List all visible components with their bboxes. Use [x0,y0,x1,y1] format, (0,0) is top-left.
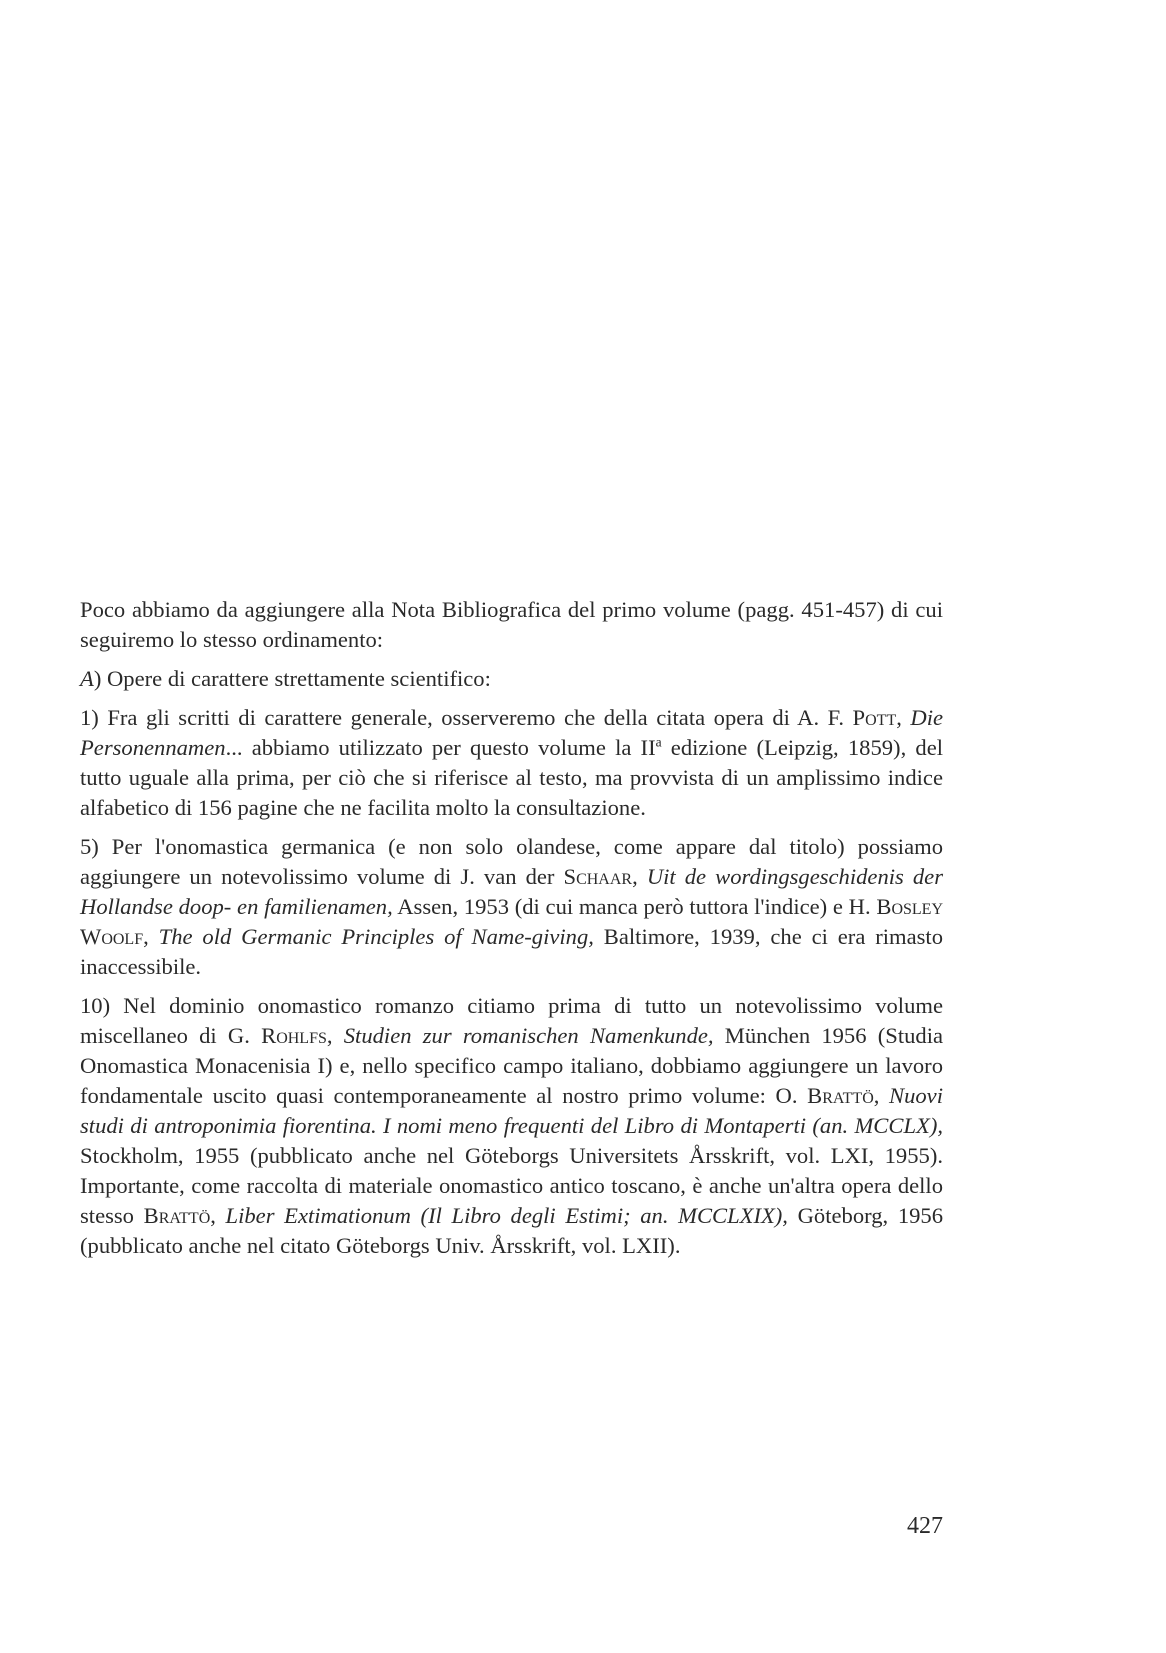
paragraph-section-a [80,664,943,694]
paragraph-item-5 [80,832,943,982]
text-run: ) Opere di carattere strettamente scientifico: [93,666,491,691]
paragraph-intro [80,595,943,655]
author-name: Rohlfs [261,1023,327,1048]
text-run: Baltimore, 1939, che ci era rimasto inaccessibile. [80,924,944,979]
italic-title: Die Personennamen [80,705,943,760]
italic-title: Liber Extimationum (Il Libro degli Estimi; an. MCCLXIX), [225,1203,788,1228]
text-run: Assen, 1953 (di cui manca però tuttora l'indice) e H. [392,894,877,919]
text-run: 10) Nel dominio onomastico romanzo citiamo prima di tutto un notevolissimo volume miscellaneo di G. [80,993,943,1048]
page-number: 427 [907,1513,943,1539]
text-run: , [632,864,647,889]
paragraph-item-1 [80,703,943,823]
italic-title: The old Germanic Principles of Name-giving, [158,924,594,949]
text-run: 5) Per l'onomastica germanica (e non solo olandese, come appare dal titolo) possiamo aggiungere un notevolissimo volume di J. van der [80,834,943,889]
author-name: Pott [852,705,897,730]
text-run: München 1956 (Studia Onomastica Monacenisia I) e, nello specifico campo italiano, dobbiamo aggiungere un lavoro fondamentale uscito quasi contemporaneamente al nostro primo volume: O. [80,1023,944,1108]
text-run: 1) Fra gli scritti di carattere generale, osserveremo che della citata opera di A. F. [80,705,853,730]
author-name: Schaar [563,864,633,889]
body-text [80,595,943,1270]
text-run: , [210,1203,226,1228]
italic-title: Uit de wordingsgeschidenis der Hollandse doop- en familienamen, [80,864,944,919]
text-run: Poco abbiamo da aggiungere alla Nota Bibliografica del primo volume (pagg. 451-457) di cui seguiremo lo stesso ordinamento: [80,597,943,652]
italic-title: Studien zur romanischen Namenkunde, [343,1023,714,1048]
italic-title: A [80,666,94,691]
text-run: edizione (Leipzig, 1859), del tutto uguale alla prima, per ciò che si riferisce al testo, ma provvista di un amplissimo indice alfabetico di 156 pagine che ne facilita molto la consultazione. [80,735,944,820]
text-run: ... abbiamo utilizzato per questo volume la II [225,735,656,760]
paragraph-item-10 [80,991,943,1261]
author-name: Bosley Woolf [80,894,943,949]
author-name: Brattö [807,1083,874,1108]
text-run: Stockholm, 1955 (pubblicato anche nel Göteborgs Universitets Årsskrift, vol. LXI, 1955). Importante, come raccolta di materiale onomastico antico toscano, è anche un'altra opera dello stesso [80,1143,943,1228]
superscript: a [655,734,662,750]
italic-title: Nuovi studi di antroponimia fiorentina. I nomi meno frequenti del Libro di Montaperti (an. MCCLX), [80,1083,943,1138]
text-run: , [873,1083,890,1108]
text-run: Göteborg, 1956 (pubblicato anche nel citato Göteborgs Univ. Årsskrift, vol. LXII). [80,1203,944,1258]
author-name: Brattö [143,1203,211,1228]
text-run: , [326,1023,344,1048]
text-run: , [896,705,911,730]
text-run: , [143,924,159,949]
